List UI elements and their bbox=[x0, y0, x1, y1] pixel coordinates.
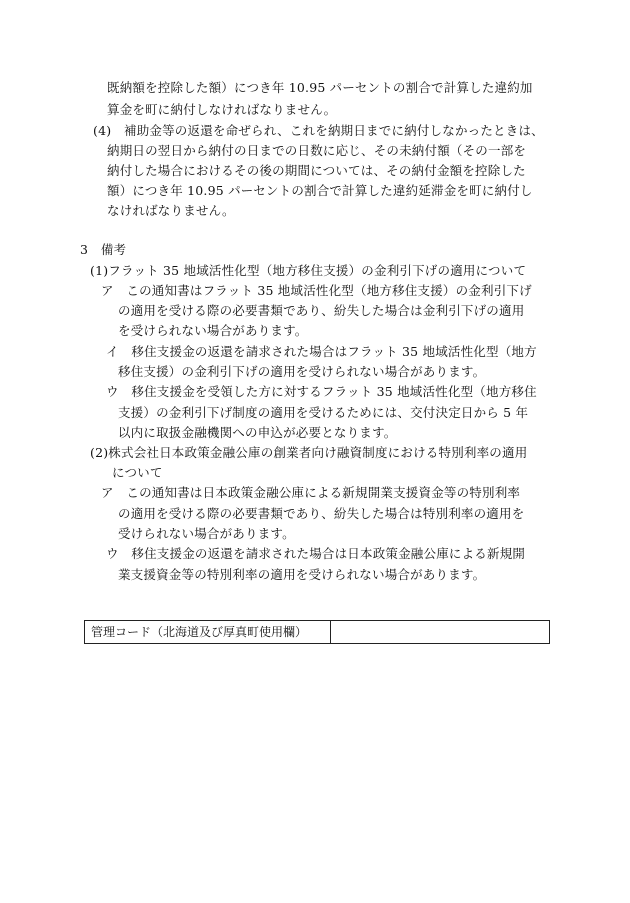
paragraph-line: 算金を町に納付しなければなりません。 bbox=[107, 102, 337, 117]
paragraph-line: ウ 移住支援金を受領した方に対するフラット 35 地域活性化型（地方移住 bbox=[106, 384, 537, 399]
paragraph-line: について bbox=[112, 465, 163, 480]
paragraph-line: 額）につき年 10.95 パーセントの割合で計算した違約延滞金を町に納付し bbox=[107, 183, 533, 198]
paragraph-line: (2)株式会社日本政策金融公庫の創業者向け融資制度における特別利率の適用 bbox=[90, 445, 528, 460]
paragraph-line: 納付した場合におけるその後の期間については、その納付金額を控除した bbox=[107, 163, 526, 178]
paragraph-line: ウ 移住支援金の返還を請求された場合は日本政策金融公庫による新規開 bbox=[106, 546, 526, 561]
paragraph-line: 納期日の翌日から納付の日までの日数に応じ、その未納付額（その一部を bbox=[107, 143, 527, 158]
paragraph-line: を受けられない場合があります。 bbox=[118, 323, 308, 338]
paragraph-line: 移住支援）の金利引下げの適用を受けられない場合があります。 bbox=[118, 364, 486, 379]
section-heading: 3 備考 bbox=[80, 242, 127, 257]
paragraph-line: なければなりません。 bbox=[107, 203, 235, 218]
paragraph-line: の適用を受ける際の必要書類であり、紛失した場合は特別利率の適用を bbox=[118, 506, 525, 521]
paragraph-line: (1)フラット 35 地域活性化型（地方移住支援）の金利引下げの適用について bbox=[90, 263, 527, 278]
paragraph-line: 既納額を控除した額）につき年 10.95 パーセントの割合で計算した違約加 bbox=[107, 80, 533, 95]
paragraph-line: (4) 補助金等の返還を命ぜられ、これを納期日までに納付しなかったときは、 bbox=[93, 123, 544, 138]
paragraph-line: ア この通知書はフラット 35 地域活性化型（地方移住支援）の金利引下げ bbox=[101, 283, 532, 298]
paragraph-line: 支援）の金利引下げ制度の適用を受けるためには、交付決定日から 5 年 bbox=[118, 405, 529, 420]
management-code-table bbox=[84, 620, 550, 644]
management-code-label: 管理コード（北海道及び厚真町使用欄） bbox=[85, 621, 331, 643]
paragraph-line: 業支援資金等の特別利率の適用を受けられない場合があります。 bbox=[118, 567, 486, 582]
paragraph-line: ア この通知書は日本政策金融公庫による新規開業支援資金等の特別利率 bbox=[101, 485, 521, 500]
management-code-value[interactable] bbox=[331, 621, 549, 643]
paragraph-line: イ 移住支援金の返還を請求された場合はフラット 35 地域活性化型（地方 bbox=[106, 344, 537, 359]
paragraph-line: 以内に取扱金融機関への申込が必要となります。 bbox=[118, 425, 397, 440]
paragraph-line: 受けられない場合があります。 bbox=[118, 526, 295, 541]
paragraph-line: の適用を受ける際の必要書類であり、紛失した場合は金利引下げの適用 bbox=[118, 303, 525, 318]
